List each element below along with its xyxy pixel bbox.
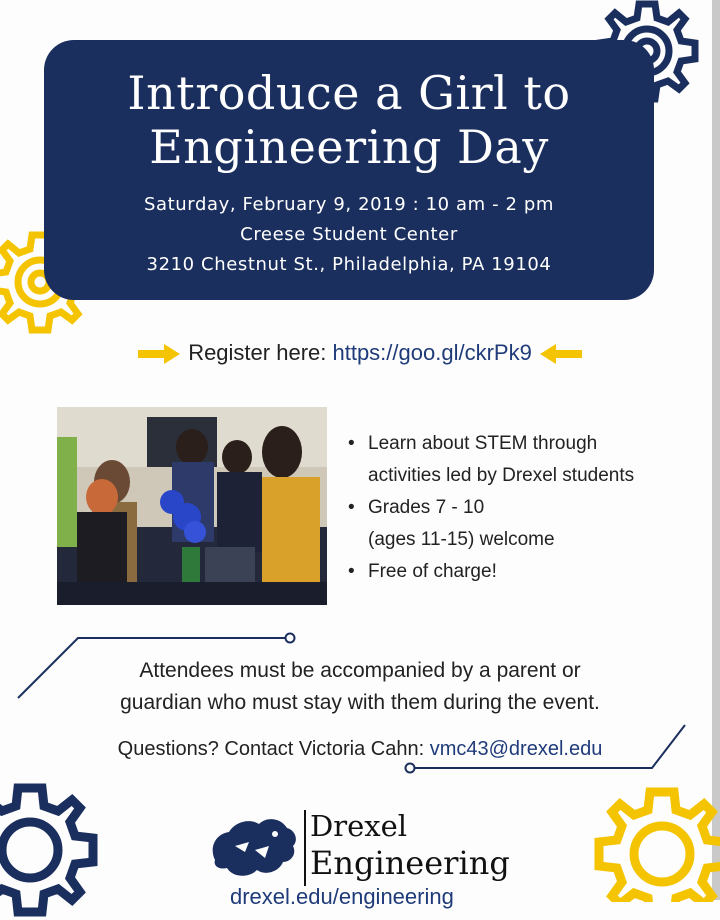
event-header (44, 40, 654, 300)
logo-line-2: Engineering (310, 844, 510, 882)
parent-notice (40, 655, 680, 719)
register-label: Register here: (188, 340, 333, 365)
students-photo (57, 407, 327, 605)
navy-gear-icon (0, 780, 120, 920)
list-item-text: • Free of charge! (368, 561, 497, 582)
engineering-url-link[interactable]: drexel.edu/engineering (230, 884, 454, 909)
photo-illustration (57, 407, 327, 605)
contact-line (0, 738, 720, 761)
arrow-left-icon (538, 343, 584, 365)
drexel-engineering-wordmark (310, 808, 510, 882)
notice-line-1: Attendees must be accompanied by a parent or (139, 659, 581, 682)
event-venue: Creese Student Center (240, 224, 458, 245)
logo-divider (304, 810, 306, 886)
list-item-text: (ages 11-15) welcome (368, 529, 555, 550)
list-item-text: • Grades 7 - 10 (368, 497, 485, 518)
gold-gear-icon (572, 782, 720, 902)
register-line (0, 340, 720, 366)
event-date: Saturday, February 9, 2019 : 10 am - 2 pm (143, 194, 555, 215)
logo-line-1: Drexel (310, 809, 408, 843)
event-title (44, 66, 654, 174)
title-line-2: Engineering Day (149, 120, 549, 174)
list-item (346, 428, 686, 492)
contact-email-link[interactable]: vmc43@drexel.edu (429, 738, 603, 760)
list-item-text: activities led by Drexel students (368, 465, 635, 486)
list-item (346, 556, 686, 588)
register-link[interactable]: https://goo.gl/ckrPk9 (332, 340, 532, 365)
event-address: 3210 Chestnut St., Philadelphia, PA 19104 (146, 254, 552, 275)
feature-list (346, 428, 686, 588)
list-item-text: • Learn about STEM through (368, 433, 598, 454)
contact-label: Questions? Contact Victoria Cahn: (117, 738, 430, 760)
list-item (346, 492, 686, 556)
arrow-right-icon (136, 343, 182, 365)
title-line-1: Introduce a Girl to (127, 66, 571, 120)
notice-line-2: guardian who must stay with them during the event. (120, 691, 600, 714)
drexel-dragon-logo-icon (205, 812, 301, 884)
